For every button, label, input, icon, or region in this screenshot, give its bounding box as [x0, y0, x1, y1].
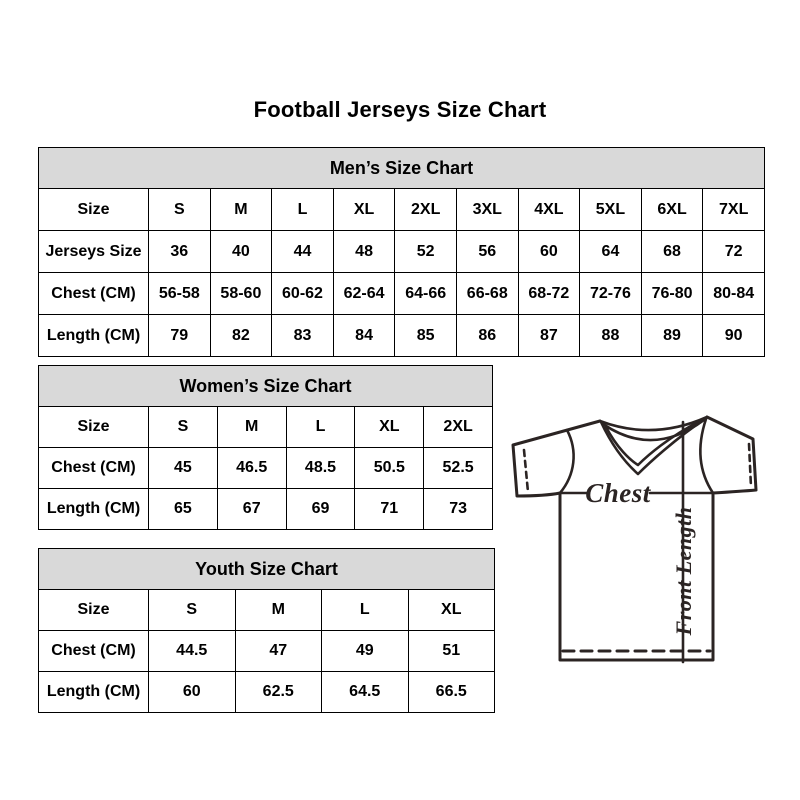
- size-cell: XL: [355, 407, 424, 448]
- table-row: [39, 489, 493, 530]
- mens-size-table-section: [38, 147, 765, 357]
- size-cell: 71: [355, 489, 424, 530]
- size-cell: 85: [395, 315, 457, 357]
- size-cell: 65: [149, 489, 218, 530]
- size-cell: 64.5: [322, 672, 409, 713]
- size-cell: 90: [703, 315, 765, 357]
- size-cell: 82: [210, 315, 272, 357]
- size-cell: 64: [580, 231, 642, 273]
- size-cell: S: [149, 590, 236, 631]
- womens-table-title: Women’s Size Chart: [39, 366, 493, 407]
- size-cell: 83: [272, 315, 334, 357]
- table-row: [39, 672, 495, 713]
- size-cell: 73: [424, 489, 493, 530]
- youth-size-table: [38, 548, 495, 713]
- size-cell: 48: [333, 231, 395, 273]
- right-cuff-dashed-line: [749, 444, 751, 487]
- row-label: Length (CM): [39, 315, 149, 357]
- size-cell: 64-66: [395, 273, 457, 315]
- size-cell: 69: [286, 489, 355, 530]
- size-cell: M: [235, 590, 322, 631]
- size-cell: 67: [217, 489, 286, 530]
- row-label: Chest (CM): [39, 631, 149, 672]
- size-cell: 3XL: [456, 189, 518, 231]
- left-armhole-seam: [560, 430, 574, 493]
- size-cell: 52.5: [424, 448, 493, 489]
- jersey-outline: [513, 417, 756, 660]
- table-row: [39, 631, 495, 672]
- size-cell: 72: [703, 231, 765, 273]
- size-cell: 36: [149, 231, 211, 273]
- size-cell: 48.5: [286, 448, 355, 489]
- size-cell: XL: [408, 590, 495, 631]
- size-cell: L: [322, 590, 409, 631]
- row-label: Chest (CM): [39, 273, 149, 315]
- row-label: Jerseys Size: [39, 231, 149, 273]
- womens-size-table-section: [38, 365, 493, 530]
- size-cell: 60: [518, 231, 580, 273]
- size-cell: 62.5: [235, 672, 322, 713]
- size-cell: 66.5: [408, 672, 495, 713]
- size-cell: S: [149, 407, 218, 448]
- size-cell: 44: [272, 231, 334, 273]
- womens-size-table: [38, 365, 493, 530]
- size-cell: 5XL: [580, 189, 642, 231]
- size-cell: 6XL: [641, 189, 703, 231]
- size-cell: 45: [149, 448, 218, 489]
- size-cell: XL: [333, 189, 395, 231]
- size-cell: 66-68: [456, 273, 518, 315]
- youth-size-table-section: [38, 548, 495, 713]
- row-label: Chest (CM): [39, 448, 149, 489]
- mens-table-title: Men’s Size Chart: [39, 148, 765, 189]
- size-cell: 2XL: [424, 407, 493, 448]
- size-cell: 49: [322, 631, 409, 672]
- table-row: [39, 448, 493, 489]
- row-label: Size: [39, 189, 149, 231]
- size-cell: 58-60: [210, 273, 272, 315]
- youth-table-title: Youth Size Chart: [39, 549, 495, 590]
- right-armhole-seam: [700, 419, 713, 493]
- size-cell: 87: [518, 315, 580, 357]
- chest-label: Chest: [585, 478, 651, 508]
- size-cell: 51: [408, 631, 495, 672]
- row-label: Size: [39, 590, 149, 631]
- table-row: [39, 315, 765, 357]
- size-cell: 44.5: [149, 631, 236, 672]
- jersey-measurement-diagram: [500, 403, 800, 673]
- size-cell: 86: [456, 315, 518, 357]
- row-label: Length (CM): [39, 489, 149, 530]
- size-cell: 60: [149, 672, 236, 713]
- size-cell: 4XL: [518, 189, 580, 231]
- size-cell: 60-62: [272, 273, 334, 315]
- front-length-label: Front Length: [671, 506, 696, 636]
- size-cell: 52: [395, 231, 457, 273]
- size-cell: L: [286, 407, 355, 448]
- size-cell: 2XL: [395, 189, 457, 231]
- size-cell: M: [210, 189, 272, 231]
- row-label: Size: [39, 407, 149, 448]
- size-cell: L: [272, 189, 334, 231]
- size-cell: 50.5: [355, 448, 424, 489]
- size-cell: 80-84: [703, 273, 765, 315]
- row-label: Length (CM): [39, 672, 149, 713]
- size-cell: 79: [149, 315, 211, 357]
- size-cell: 56: [456, 231, 518, 273]
- size-cell: 7XL: [703, 189, 765, 231]
- size-cell: 47: [235, 631, 322, 672]
- size-cell: 62-64: [333, 273, 395, 315]
- size-cell: 40: [210, 231, 272, 273]
- size-cell: S: [149, 189, 211, 231]
- size-cell: 76-80: [641, 273, 703, 315]
- table-row: [39, 231, 765, 273]
- page-title: Football Jerseys Size Chart: [253, 97, 547, 122]
- size-cell: 88: [580, 315, 642, 357]
- size-cell: 72-76: [580, 273, 642, 315]
- size-cell: 56-58: [149, 273, 211, 315]
- size-cell: 84: [333, 315, 395, 357]
- size-cell: 68-72: [518, 273, 580, 315]
- table-row: [39, 590, 495, 631]
- size-cell: M: [217, 407, 286, 448]
- mens-size-table: [38, 147, 765, 357]
- size-cell: 89: [641, 315, 703, 357]
- table-row: [39, 407, 493, 448]
- size-cell: 68: [641, 231, 703, 273]
- size-cell: 46.5: [217, 448, 286, 489]
- left-cuff-dashed-line: [524, 450, 528, 492]
- table-row: [39, 189, 765, 231]
- table-row: [39, 273, 765, 315]
